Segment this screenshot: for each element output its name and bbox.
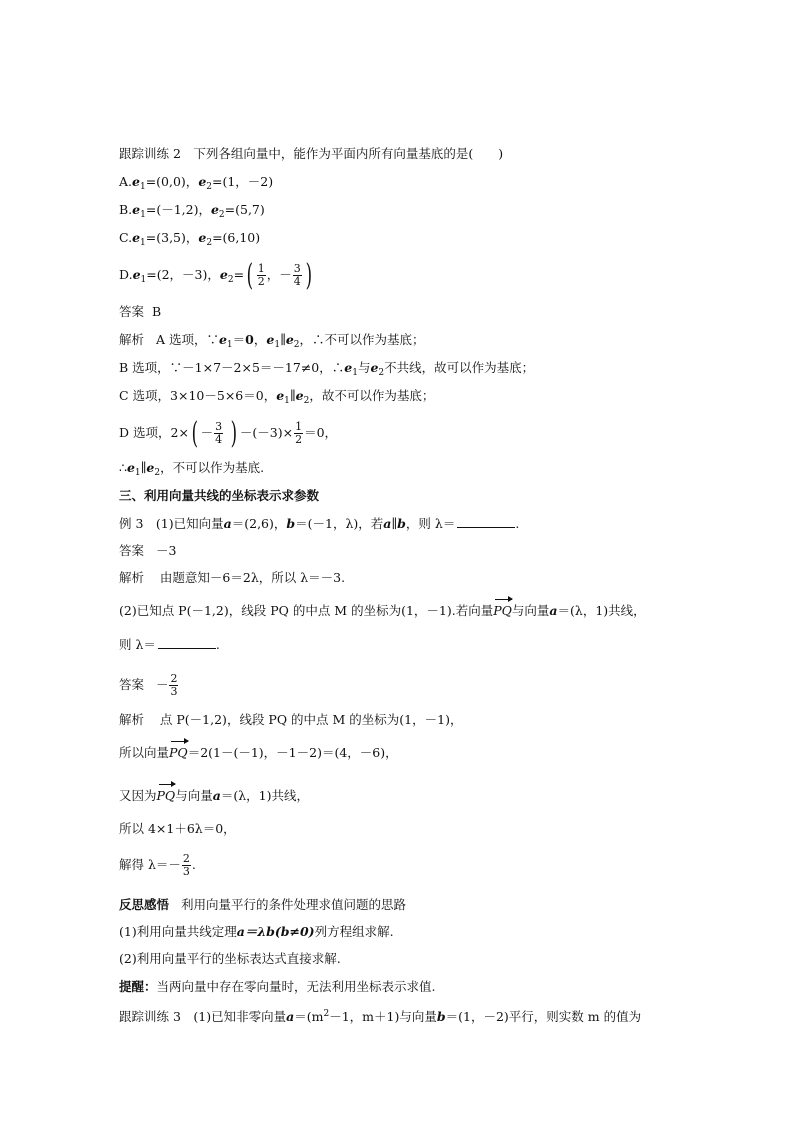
section3-title: 三、利用向量共线的坐标表示求参数 [119, 488, 320, 503]
example3-q2-analysis4: 所以 4×1＋6λ＝0， [119, 821, 236, 836]
exercise2-analysis-c: C 选项，3×10－5×6＝0，$e_1\parallel e_2$，故不可以作为基底； [119, 388, 435, 406]
analysis-d-frac1: $\frac{3}{4}$ [215, 420, 223, 446]
option-d-frac1: $\frac{1}{2}$ [257, 262, 265, 288]
option-a: $A.e_1=(0,0)$，$e_2=(1$，－2) [119, 174, 274, 192]
option-c: $C.e_1=(3,5)$，$e_2=(6,10)$ [119, 230, 261, 248]
example3-q2-analysis3: 又因为PQ与向量a＝(λ，1)共线， [119, 788, 309, 803]
option-d: $D.e_1=(2$，－3)，$e_2=$( $\frac{1}{2}$ ，－ $\frac{3}{4}$ ) [119, 257, 312, 293]
exercise3-question: 跟踪训练 3 (1)已知非零向量$a=(m^2-1$，m＋1)与向量b＝(1，－2)平行，则实数 m 的值为 [119, 1009, 642, 1024]
answer-value: B [151, 304, 162, 319]
option-b-e1: =(－1,2)， [145, 202, 211, 217]
reflection-p2: (2)利用向量平行的坐标表达式直接求解. [119, 951, 341, 966]
answer-label: 答案 [119, 304, 145, 319]
answer-blank [158, 636, 216, 649]
exercise2-answer [119, 304, 161, 320]
exercise2-analysis-b: B 选项，∵－1×7－2×5＝－17≠0，$\therefore e_1$与$e_2$不共线，故可以作为基底； [119, 360, 535, 378]
tip-label: 提醒： [119, 979, 157, 994]
example3-q2-answer: 答案 － $\frac{2}{3}$ [119, 672, 178, 698]
vector-pq: PQ [169, 745, 188, 760]
option-b: $B.e_1=(-1,2)$，$e_2=(5,7)$ [119, 202, 265, 220]
vector-pq: PQ [493, 603, 512, 618]
reflection-tip: 提醒：当两向量中存在零向量时，无法利用坐标表示求值. [119, 979, 436, 994]
example3-q2-line2: 则 λ＝ . [119, 637, 220, 652]
exercise2-analysis-a: 解析 A 选项，$\because e_1=0$，$e_1\parallel e_2$，∴不可以作为基底； [119, 332, 425, 350]
example3-q2-analysis5: 解得 λ＝－ $\frac{2}{3}$ . [119, 852, 196, 878]
exercise2-question [119, 146, 503, 162]
option-b-label: B. [119, 202, 133, 217]
reflection-title: 反思感悟 利用向量平行的条件处理求值问题的思路 [119, 897, 406, 912]
vector-pq: PQ [156, 788, 176, 803]
answer-blank [457, 515, 515, 528]
exercise2-analysis-d: D 选项，2×( － $\frac{3}{4}$ ) －(－3)× $\frac{1}{2}$ ＝0， [119, 415, 338, 451]
example3-q1: 例 3 (1)已知向量a＝(2,6)，b＝(－1，λ)，若a∥b，则 λ＝ . [119, 516, 520, 531]
reflection-p1: (1)利用向量共线定理a＝λb(b≠0)列方程组求解. [119, 924, 394, 939]
q2-answer-frac: $\frac{2}{3}$ [170, 672, 178, 698]
option-d-label: D. [119, 267, 133, 282]
option-a-label: A. [119, 174, 133, 189]
analysis-d-frac2: $\frac{1}{2}$ [295, 420, 303, 446]
exercise2-analysis-final: $\therefore e_1\parallel e_2$，不可以作为基底. [119, 460, 265, 478]
option-b-e2: =(5,7) [224, 202, 265, 217]
analysis-label: 解析 [119, 332, 145, 347]
option-d-sep: ，－ [266, 267, 292, 282]
option-d-e2: = [233, 267, 245, 282]
example3-q2-analysis1: 解析 点 P(－1,2)，线段 PQ 的中点 M 的坐标为(1，－1)， [119, 712, 463, 727]
option-d-frac2: $\frac{3}{4}$ [293, 262, 301, 288]
option-a-e1: =(0,0)， [145, 174, 199, 189]
example3-q2: (2)已知点 P(－1,2)，线段 PQ 的中点 M 的坐标为(1，－1).若向量PQ与向量a＝(λ，1)共线， [119, 603, 646, 618]
reflection-label: 反思感悟 [119, 897, 170, 912]
option-a-e2: =(1，－2) [212, 174, 274, 189]
example3-q2-analysis2: 所以向量PQ＝2(1－(－1)，－1－2)＝(4，－6)， [119, 745, 398, 760]
option-c-e2: =(6,10) [212, 230, 261, 245]
option-c-label: C. [119, 230, 133, 245]
q2-result-frac: $\frac{2}{3}$ [182, 852, 190, 878]
option-c-e1: =(3,5)， [145, 230, 199, 245]
option-d-e1: =(2，－3)， [146, 267, 220, 282]
example3-q1-answer: 答案 －3 [119, 543, 177, 558]
example3-q1-analysis: 解析 由题意知－6＝2λ，所以 λ＝－3. [119, 570, 346, 585]
exercise2-question-text: 跟踪训练 2 下列各组向量中，能作为平面内所有向量基底的是( ) [119, 146, 504, 161]
